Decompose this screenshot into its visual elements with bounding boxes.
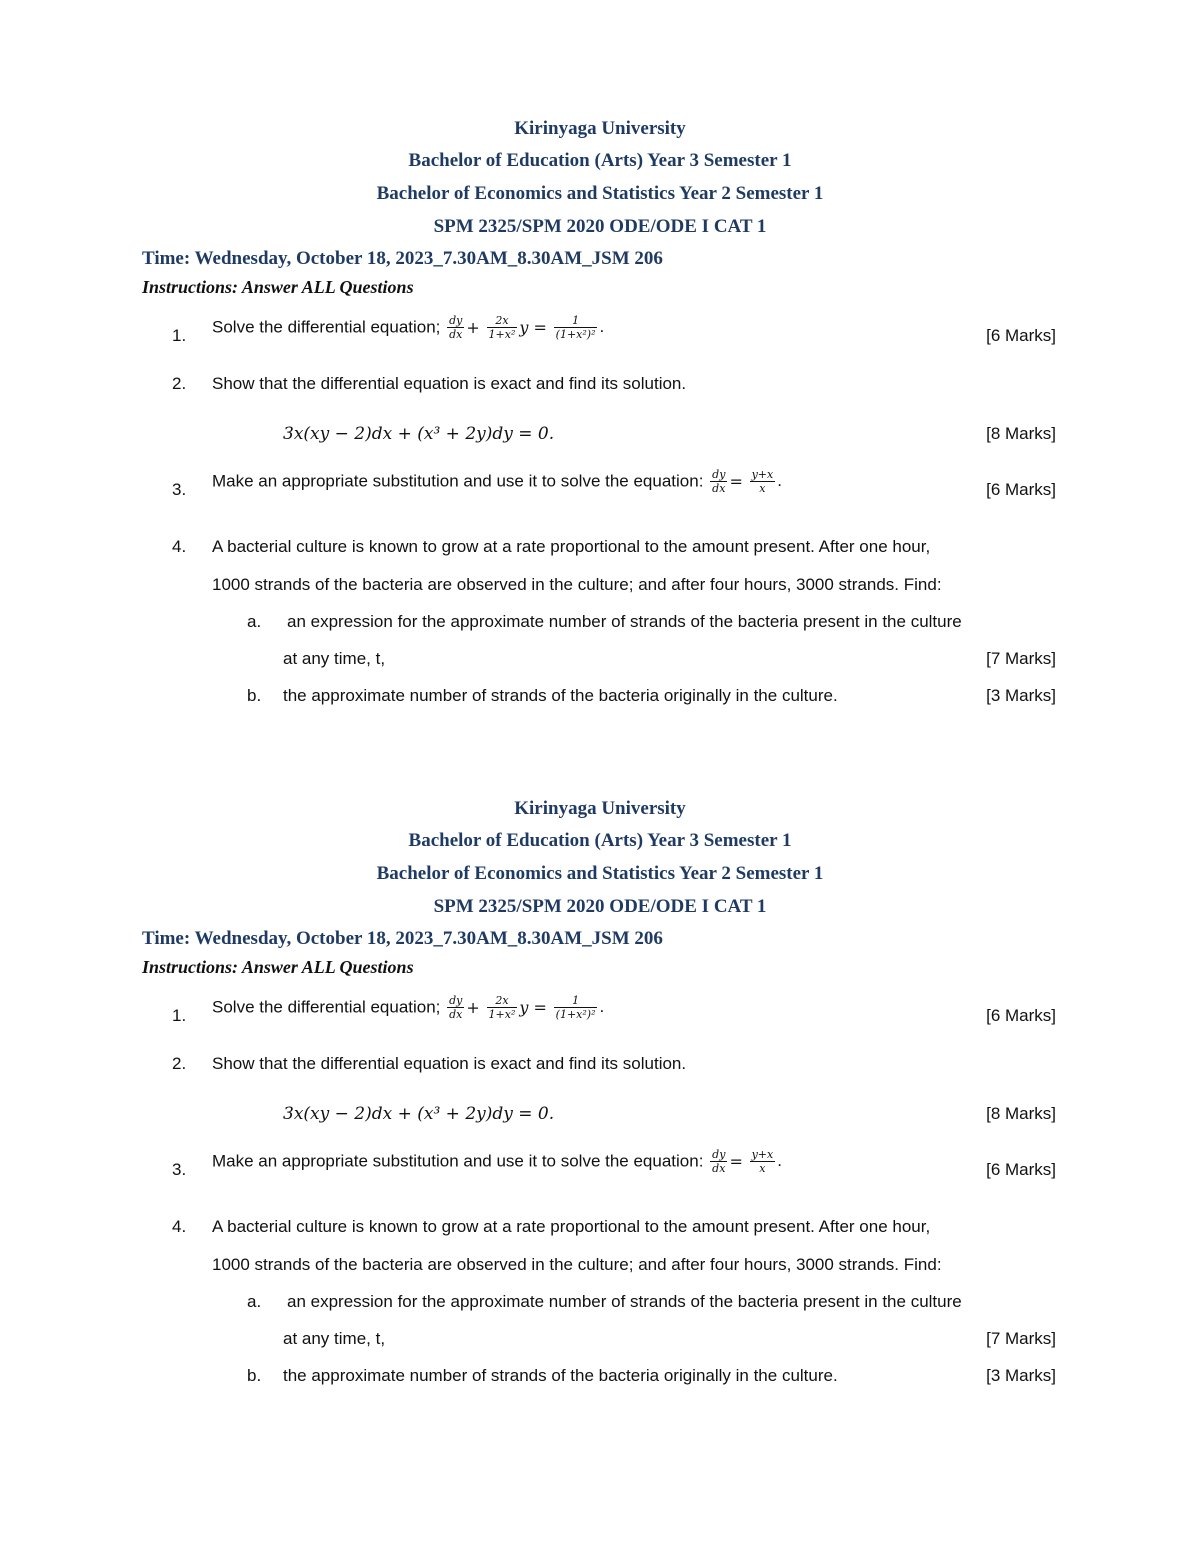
programme-line-2: Bachelor of Economics and Statistics Year 2 Semester 1 <box>376 863 824 884</box>
question-3-fraction-rhs: $\frac{y+x}{x}$ <box>751 1148 774 1175</box>
question-2-text: Show that the differential equation is exact and find its solution. <box>212 374 687 393</box>
question-1-fraction-dydx: $\frac{dy}{dx}$ <box>449 994 463 1021</box>
question-4b-label: b. <box>247 1366 262 1385</box>
question-4a-marks: [7 Marks] <box>986 1329 1056 1348</box>
question-3-number: 3. <box>172 480 187 499</box>
question-4b-marks: [3 Marks] <box>986 1366 1056 1385</box>
question-1-fraction-dydx: $\frac{dy}{dx}$ <box>449 314 463 341</box>
question-4b-text: the approximate number of strands of the bacteria originally in the culture. <box>283 1366 838 1385</box>
course-code: SPM 2325/SPM 2020 ODE/ODE I CAT 1 <box>433 896 767 917</box>
instructions: Instructions: Answer ALL Questions <box>142 277 414 297</box>
question-4-line-1: A bacterial culture is known to grow at a rate proportional to the amount present. After one hour, <box>212 1217 931 1236</box>
programme-line-1: Bachelor of Education (Arts) Year 3 Semester 1 <box>408 830 792 851</box>
question-1-text: Solve the differential equation; $\frac{dy}{dx}$ + $\frac{2x}{\text{1+x²}}$ y = $\frac{1}{\text{(1+x²)²}}$ . <box>212 994 605 1021</box>
question-1-marks: [6 Marks] <box>986 1006 1056 1025</box>
question-1-prompt: Solve the differential equation; <box>212 317 441 337</box>
question-3-fraction-dydx: $\frac{dy}{dx}$ <box>712 1148 726 1175</box>
question-1-fraction-rhs: $\frac{1}{\text{(1+x²)²}}$ <box>555 314 596 341</box>
question-3-text: Make an appropriate substitution and use it to solve the equation: $\frac{dy}{dx}$ = $\frac{y+x}{x}$ . <box>212 1148 782 1175</box>
question-3-fraction-rhs: $\frac{y+x}{x}$ <box>751 468 774 495</box>
question-3-prompt: Make an appropriate substitution and use it to solve the equation: <box>212 1151 704 1171</box>
question-4-number: 4. <box>172 537 187 556</box>
question-2-equation: 3x(xy − 2)dx + (x³ + 2y)dy = 0. <box>283 424 555 444</box>
question-4a-label: a. <box>247 612 262 631</box>
question-2-marks: [8 Marks] <box>986 424 1056 443</box>
question-4-line-1: A bacterial culture is known to grow at a rate proportional to the amount present. After one hour, <box>212 537 931 556</box>
course-code: SPM 2325/SPM 2020 ODE/ODE I CAT 1 <box>433 216 767 237</box>
question-1-number: 1. <box>172 1006 187 1025</box>
question-1-prompt: Solve the differential equation; <box>212 997 441 1017</box>
question-2-equation: 3x(xy − 2)dx + (x³ + 2y)dy = 0. <box>283 1104 555 1124</box>
question-4b-label: b. <box>247 686 262 705</box>
question-4a-line-2: at any time, t, <box>283 1329 386 1348</box>
question-1-fraction-coefficient: $\frac{2x}{\text{1+x²}}$ <box>488 994 516 1021</box>
question-1-fraction-coefficient: $\frac{2x}{\text{1+x²}}$ <box>488 314 516 341</box>
question-4-line-2: 1000 strands of the bacteria are observed in the culture; and after four hours, 3000 strands. Find: <box>212 1255 942 1274</box>
instructions: Instructions: Answer ALL Questions <box>142 957 414 977</box>
question-4a-line-2: at any time, t, <box>283 649 386 668</box>
question-2-number: 2. <box>172 374 187 393</box>
question-4-line-2: 1000 strands of the bacteria are observed in the culture; and after four hours, 3000 strands. Find: <box>212 575 942 594</box>
programme-line-1: Bachelor of Education (Arts) Year 3 Semester 1 <box>408 150 792 171</box>
question-1-number: 1. <box>172 326 187 345</box>
question-3-marks: [6 Marks] <box>986 1160 1056 1179</box>
question-1-fraction-rhs: $\frac{1}{\text{(1+x²)²}}$ <box>555 994 596 1021</box>
question-2-text: Show that the differential equation is exact and find its solution. <box>212 1054 687 1073</box>
question-3-fraction-dydx: $\frac{dy}{dx}$ <box>712 468 726 495</box>
question-4a-line-1: an expression for the approximate number of strands of the bacteria present in the culture <box>287 1292 962 1311</box>
university-title: Kirinyaga University <box>514 118 686 139</box>
question-4b-text: the approximate number of strands of the bacteria originally in the culture. <box>283 686 838 705</box>
exam-time: Time: Wednesday, October 18, 2023_7.30AM_8.30AM_JSM 206 <box>142 928 663 949</box>
programme-line-2: Bachelor of Economics and Statistics Year 2 Semester 1 <box>376 183 824 204</box>
question-1-marks: [6 Marks] <box>986 326 1056 345</box>
university-title: Kirinyaga University <box>514 798 686 819</box>
question-3-prompt: Make an appropriate substitution and use it to solve the equation: <box>212 471 704 491</box>
question-4a-marks: [7 Marks] <box>986 649 1056 668</box>
question-3-text: Make an appropriate substitution and use it to solve the equation: $\frac{dy}{dx}$ = $\frac{y+x}{x}$ . <box>212 468 782 495</box>
question-4-number: 4. <box>172 1217 187 1236</box>
question-1-text: Solve the differential equation; $\frac{dy}{dx}$ + $\frac{2x}{\text{1+x²}}$ y = $\frac{1}{\text{(1+x²)²}}$ . <box>212 314 605 341</box>
question-3-number: 3. <box>172 1160 187 1179</box>
question-2-number: 2. <box>172 1054 187 1073</box>
exam-time: Time: Wednesday, October 18, 2023_7.30AM_8.30AM_JSM 206 <box>142 248 663 269</box>
question-4a-line-1: an expression for the approximate number of strands of the bacteria present in the culture <box>287 612 962 631</box>
question-2-marks: [8 Marks] <box>986 1104 1056 1123</box>
question-3-marks: [6 Marks] <box>986 480 1056 499</box>
question-4b-marks: [3 Marks] <box>986 686 1056 705</box>
question-4a-label: a. <box>247 1292 262 1311</box>
